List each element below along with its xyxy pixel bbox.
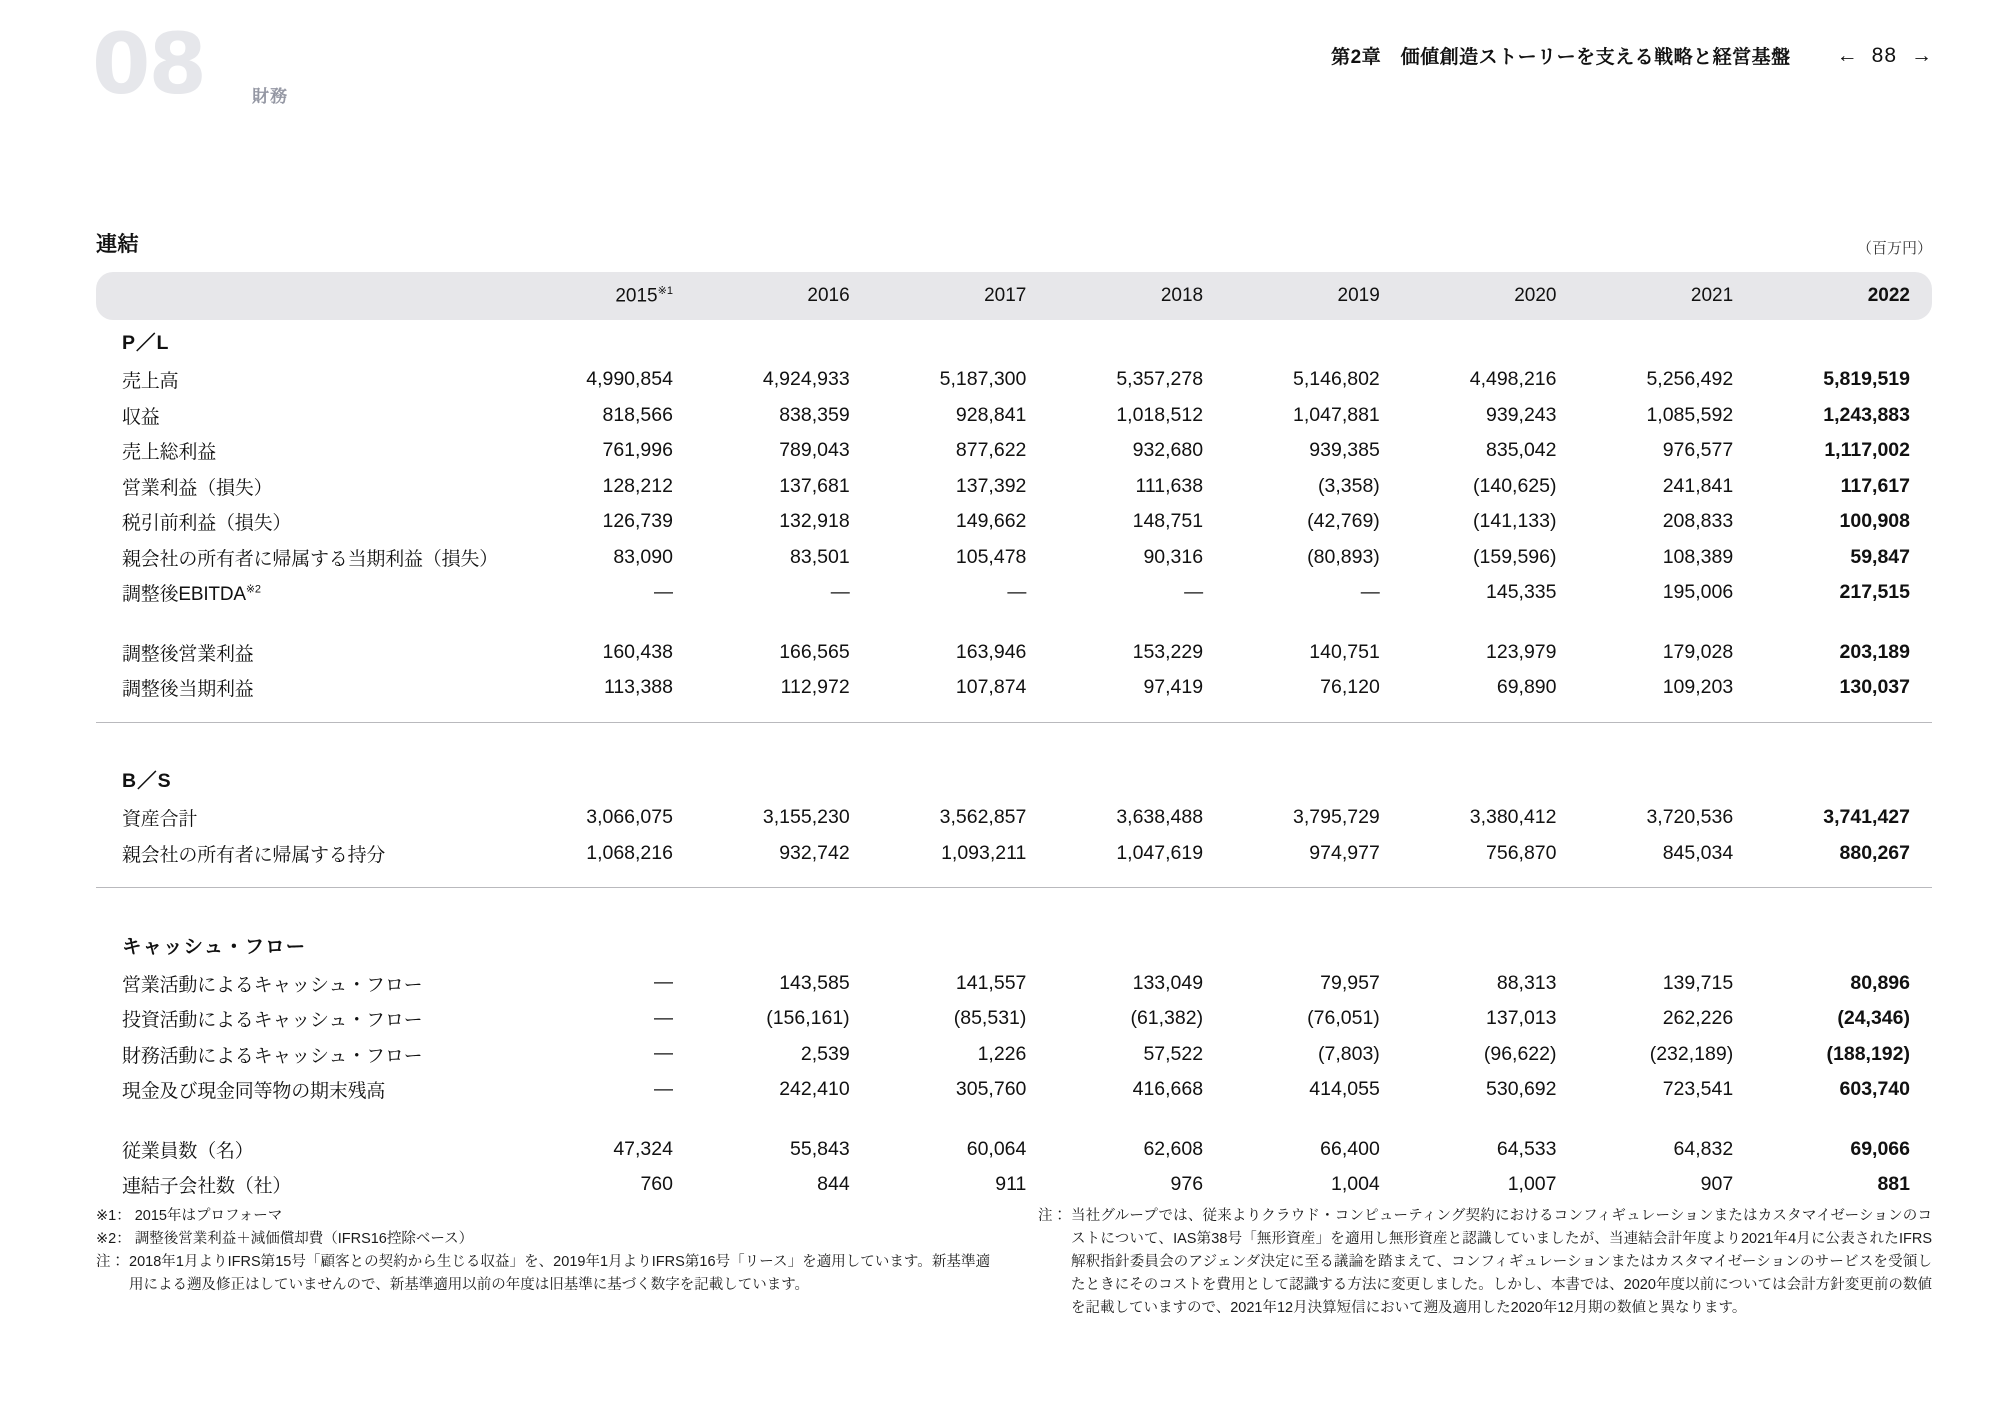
section-heading: B／S: [122, 770, 172, 792]
table-cell-2016: 132,918: [779, 510, 850, 533]
table-cell-2020: 123,979: [1486, 640, 1557, 663]
table-cell-2022: (24,346): [1837, 1007, 1910, 1030]
empty-cell: [518, 924, 695, 966]
empty-cell: [1755, 758, 1932, 800]
table-cell-2021: 976,577: [1662, 439, 1734, 462]
section-heading-row: [96, 924, 1932, 966]
table-cell-2019: 414,055: [1309, 1078, 1380, 1101]
footnote-line: [96, 1228, 990, 1251]
table-cell-2022: 59,847: [1850, 545, 1910, 568]
table-cell-2020: 939,243: [1486, 403, 1557, 426]
section-divider: [96, 888, 1932, 924]
table-cell-2017: 105,478: [955, 545, 1027, 568]
column-header-2020: 2020: [1402, 272, 1579, 320]
row-label: 売上高: [122, 371, 179, 393]
table-cell-2018: 153,229: [1132, 640, 1204, 663]
table-row: [96, 540, 1932, 576]
table-cell-2019: 1,004: [1330, 1173, 1380, 1196]
table-cell-2015: 760: [640, 1173, 673, 1196]
empty-cell: [518, 758, 695, 800]
footnote-text: 当社グループでは、従来よりクラウド・コンピューティング契約におけるコンフィギュレーションまたはカスタマイゼーションのコストについて、IAS第38号「無形資産」を適用し無形資産と認識していましたが、当連結会計年度より2021年4月に公表されたIFRS解釈指針委員会のアジェンダ決定に至る議論を踏まえて、コンフィギュレーションまたはカスタマイゼーションのサービスを受領したときにそのコストを費用として認識する方法に変更しました。しかし、本書では、2020年度以前については会計方針変更前の数値を記載していますので、2021年12月決算短信において遡及適用した2020年12月期の数値と異なります。: [1071, 1208, 1932, 1316]
table-row: [96, 836, 1932, 872]
footnote-text: 2015年はプロフォーマ: [134, 1208, 283, 1224]
table-cell-2015: —: [653, 1007, 673, 1029]
table-cell-2022: (188,192): [1826, 1042, 1910, 1065]
pager: [1837, 44, 1932, 68]
table-cell-2022: 1,117,002: [1824, 439, 1910, 462]
table-cell-2020: 145,335: [1486, 581, 1557, 604]
table-cell-2018: —: [1184, 581, 1204, 603]
table-cell-2021: 208,833: [1662, 510, 1734, 533]
table-cell-2017: 5,187,300: [939, 368, 1027, 391]
table-cell-2021: 139,715: [1662, 971, 1734, 994]
row-label: 現金及び現金同等物の期末残高: [122, 1081, 386, 1103]
table-cell-2018: 111,638: [1135, 474, 1204, 497]
table-cell-2019: 5,146,802: [1293, 368, 1380, 391]
table-cell-2016: (156,161): [766, 1007, 850, 1030]
table-cell-2021: 64,832: [1673, 1137, 1734, 1160]
table-cell-2016: 83,501: [790, 545, 850, 568]
table-cell-2018: 416,668: [1132, 1078, 1204, 1101]
table-cell-2022: 5,819,519: [1823, 368, 1910, 391]
table-cell-2015: 160,438: [602, 640, 673, 663]
spacer-cell: [96, 871, 1932, 888]
table-cell-2020: 88,313: [1496, 971, 1557, 994]
page-header: [0, 0, 2000, 140]
table-cell-2019: 3,795,729: [1293, 806, 1380, 829]
table-cell-2015: 1,068,216: [586, 841, 673, 864]
table-cell-2016: 166,565: [779, 640, 850, 663]
table-cell-2017: 911: [995, 1173, 1027, 1196]
table-cell-2019: 939,385: [1309, 439, 1380, 462]
table-cell-2021: 195,006: [1662, 581, 1734, 604]
section-heading-row: [96, 758, 1932, 800]
footnotes-right: [1038, 1205, 1932, 1320]
empty-cell: [695, 758, 872, 800]
column-header-2018: 2018: [1048, 272, 1225, 320]
table-body: [96, 320, 1932, 1203]
unit-note: （百万円）: [1856, 240, 1932, 257]
section-number-label: 財務: [252, 87, 288, 106]
table-row: [96, 966, 1932, 1002]
section-heading: P／L: [122, 332, 170, 354]
table-row: [96, 433, 1932, 469]
table-cell-2017: 60,064: [966, 1137, 1027, 1160]
table-cell-2022: 117,617: [1840, 474, 1910, 497]
table-cell-2020: 3,380,412: [1469, 806, 1557, 829]
row-label: 親会社の所有者に帰属する持分: [122, 844, 386, 866]
footnotes-left: [96, 1205, 990, 1320]
section-gap: [96, 871, 1932, 888]
table-cell-2016: 4,924,933: [762, 368, 850, 391]
table-cell-2018: 3,638,488: [1116, 806, 1204, 829]
table-cell-2018: 1,018,512: [1116, 403, 1204, 426]
column-header-label: [96, 272, 518, 320]
table-cell-2018: 97,419: [1143, 676, 1204, 699]
row-spacer: [96, 1108, 1932, 1132]
row-label: 税引前利益（損失）: [122, 513, 292, 535]
empty-cell: [1225, 758, 1402, 800]
table-cell-2021: 241,841: [1662, 474, 1734, 497]
table-cell-2015: —: [653, 1043, 673, 1065]
table-cell-2015: 113,388: [603, 676, 673, 699]
table-row: [96, 362, 1932, 398]
table-cell-2022: 217,515: [1839, 581, 1910, 604]
footnote-marker: 注：: [1038, 1208, 1067, 1224]
empty-cell: [1048, 924, 1225, 966]
table-cell-2018: 90,316: [1143, 545, 1204, 568]
table-row: [96, 670, 1932, 706]
table-header: [96, 272, 1932, 320]
column-header-2019: 2019: [1225, 272, 1402, 320]
section-heading-row: [96, 320, 1932, 362]
footnote-line: [96, 1251, 990, 1297]
table-row: [96, 398, 1932, 434]
table-cell-2016: 844: [817, 1173, 850, 1196]
financial-sheet: [96, 228, 1932, 1203]
table-cell-2017: 163,946: [955, 640, 1027, 663]
table-cell-2020: (159,596): [1473, 545, 1557, 568]
column-header-2015: 2015$^{※1}$: [518, 272, 695, 320]
row-spacer: [96, 611, 1932, 635]
table-cell-2022: 1,243,883: [1823, 403, 1910, 426]
table-cell-2020: 530,692: [1486, 1078, 1557, 1101]
footnote-marker: ※2：: [96, 1230, 131, 1247]
empty-cell: [872, 758, 1049, 800]
table-cell-2018: 976: [1170, 1173, 1204, 1196]
table-cell-2018: 148,751: [1132, 510, 1204, 533]
table-cell-2015: 818,566: [602, 403, 673, 426]
table-cell-2019: (42,769): [1307, 510, 1380, 533]
empty-cell: [1048, 320, 1225, 362]
table-cell-2016: 838,359: [779, 403, 850, 426]
table-row: [96, 800, 1932, 836]
footnote-marker: 注：: [96, 1253, 125, 1270]
row-label: 調整後当期利益: [122, 679, 254, 701]
table-cell-2017: 928,841: [955, 403, 1027, 426]
table-cell-2021: 108,389: [1662, 545, 1734, 568]
table-cell-2016: 789,043: [779, 439, 850, 462]
empty-cell: [1402, 320, 1579, 362]
next-page-icon[interactable]: →: [1911, 44, 1932, 67]
row-label: 営業活動によるキャッシュ・フロー: [122, 974, 423, 996]
table-cell-2018: 932,680: [1132, 439, 1204, 462]
section-gap: [96, 706, 1932, 723]
table-cell-2015: 4,990,854: [586, 368, 673, 391]
column-header-footnote-mark: ※1: [657, 285, 673, 298]
financial-table: [96, 272, 1932, 1203]
table-cell-2021: 3,720,536: [1646, 806, 1734, 829]
page-number: 88: [1871, 43, 1897, 67]
column-header-2021: 2021: [1579, 272, 1756, 320]
empty-cell: [695, 320, 872, 362]
table-cell-2019: (76,051): [1307, 1007, 1380, 1030]
sheet-title: 連結: [96, 233, 139, 256]
table-cell-2021: 723,541: [1662, 1078, 1734, 1101]
table-cell-2017: 107,874: [955, 676, 1027, 699]
empty-cell: [1048, 758, 1225, 800]
empty-cell: [1579, 924, 1756, 966]
empty-cell: [1402, 758, 1579, 800]
row-label: 営業利益（損失）: [122, 477, 273, 499]
footnote-text: 調整後営業利益＋減価償却費（IFRS16控除ベース）: [134, 1230, 474, 1247]
empty-cell: [1579, 758, 1756, 800]
row-label: 収益: [122, 406, 160, 428]
footnote-text: 2018年1月よりIFRS第15号「顧客との契約から生じる収益」を、2019年1月よりIFRS第16号「リース」を適用しています。新基準適用による遡及修正はしていませんので、新基準適用以前の年度は旧基準に基づく数字を記載しています。: [129, 1253, 990, 1293]
table-cell-2021: 1,085,592: [1646, 403, 1734, 426]
footnote-marker: ※1：: [96, 1208, 131, 1224]
table-cell-2015: 47,324: [613, 1137, 673, 1160]
table-row: [96, 575, 1932, 611]
row-label: 従業員数（名）: [122, 1140, 254, 1162]
table-cell-2020: (141,133): [1473, 510, 1557, 533]
table-cell-2018: 1,047,619: [1116, 841, 1204, 864]
row-label: 資産合計: [122, 809, 198, 831]
table-cell-2015: —: [653, 581, 673, 603]
table-cell-2022: 69,066: [1850, 1137, 1910, 1160]
footnote-line: [96, 1205, 990, 1228]
table-cell-2017: 1,226: [977, 1042, 1027, 1065]
table-cell-2016: 55,843: [790, 1137, 850, 1160]
section-divider: [96, 722, 1932, 758]
table-row: [96, 1132, 1932, 1168]
table-cell-2016: 242,410: [779, 1078, 850, 1101]
table-cell-2021: 179,028: [1662, 640, 1734, 663]
row-label: 調整後EBITDA$^{※2}$: [122, 583, 261, 606]
table-row: [96, 469, 1932, 505]
table-cell-2019: 66,400: [1320, 1137, 1380, 1160]
table-cell-2021: 907: [1700, 1173, 1734, 1196]
table-cell-2017: 149,662: [955, 510, 1027, 533]
table-cell-2017: 141,557: [955, 971, 1027, 994]
table-cell-2021: 5,256,492: [1646, 368, 1734, 391]
table-cell-2015: —: [653, 1078, 673, 1100]
table-cell-2021: 845,034: [1662, 841, 1734, 864]
table-cell-2018: 5,357,278: [1116, 368, 1204, 391]
row-label: 連結子会社数（社）: [122, 1176, 292, 1198]
table-cell-2019: —: [1360, 581, 1380, 603]
table-row: [96, 1001, 1932, 1037]
table-cell-2016: —: [830, 581, 850, 603]
section-heading: キャッシュ・フロー: [122, 935, 307, 958]
table-row: [96, 1167, 1932, 1203]
footnotes: [96, 1205, 1932, 1320]
table-cell-2021: 262,226: [1662, 1007, 1734, 1030]
table-cell-2016: 3,155,230: [762, 806, 850, 829]
row-label: 調整後営業利益: [122, 643, 254, 665]
table-cell-2016: 2,539: [800, 1042, 850, 1065]
table-cell-2020: 4,498,216: [1469, 368, 1557, 391]
table-cell-2018: 57,522: [1143, 1042, 1204, 1065]
empty-cell: [1579, 320, 1756, 362]
table-cell-2015: 761,996: [602, 439, 673, 462]
table-cell-2018: 62,608: [1143, 1137, 1204, 1160]
table-cell-2019: 76,120: [1320, 676, 1380, 699]
table-cell-2022: 881: [1877, 1173, 1910, 1196]
table-cell-2019: (80,893): [1307, 545, 1380, 568]
spacer-cell: [96, 706, 1932, 723]
table-row: [96, 1037, 1932, 1073]
row-label: 親会社の所有者に帰属する当期利益（損失）: [122, 548, 499, 570]
table-cell-2022: 880,267: [1839, 841, 1910, 864]
header-right-group: [1331, 42, 1932, 69]
table-cell-2017: —: [1007, 581, 1027, 603]
empty-cell: [695, 924, 872, 966]
column-header-2022: 2022: [1755, 272, 1932, 320]
table-cell-2019: 974,977: [1309, 841, 1380, 864]
table-row: [96, 1072, 1932, 1108]
table-cell-2017: 137,392: [955, 474, 1027, 497]
table-cell-2016: 137,681: [779, 474, 850, 497]
table-cell-2017: 877,622: [955, 439, 1027, 462]
table-cell-2020: 1,007: [1507, 1173, 1557, 1196]
table-header-row: [96, 272, 1932, 320]
table-cell-2015: 128,212: [602, 474, 673, 497]
table-row: [96, 504, 1932, 540]
table-cell-2016: 932,742: [779, 841, 850, 864]
spacer-cell: [96, 1108, 1932, 1132]
empty-cell: [1225, 320, 1402, 362]
table-cell-2020: (96,622): [1483, 1042, 1557, 1065]
table-cell-2020: 69,890: [1496, 676, 1557, 699]
empty-cell: [872, 924, 1049, 966]
table-cell-2019: (3,358): [1318, 474, 1380, 497]
empty-cell: [1755, 320, 1932, 362]
table-cell-2020: 835,042: [1486, 439, 1557, 462]
table-cell-2015: 126,739: [602, 510, 673, 533]
spacer-cell: [96, 611, 1932, 635]
footnote-line: [1038, 1205, 1932, 1320]
table-cell-2019: (7,803): [1318, 1042, 1380, 1065]
table-cell-2015: 83,090: [613, 545, 673, 568]
table-cell-2018: (61,382): [1130, 1007, 1204, 1030]
prev-page-icon[interactable]: ←: [1836, 44, 1858, 67]
chapter-breadcrumb: 第2章 価値創造ストーリーを支える戦略と経営基盤: [1331, 47, 1791, 68]
empty-cell: [1755, 924, 1932, 966]
table-cell-2017: 1,093,211: [941, 841, 1027, 864]
empty-cell: [518, 320, 695, 362]
table-cell-2017: (85,531): [953, 1007, 1027, 1030]
table-cell-2021: (232,189): [1649, 1042, 1734, 1065]
spacer-cell: [96, 722, 1932, 758]
table-cell-2019: 1,047,881: [1293, 403, 1380, 426]
row-label: 売上総利益: [122, 442, 217, 464]
table-cell-2022: 130,037: [1839, 676, 1910, 699]
row-label: 投資活動によるキャッシュ・フロー: [122, 1010, 423, 1032]
table-cell-2020: 137,013: [1486, 1007, 1557, 1030]
table-cell-2022: 3,741,427: [1823, 806, 1910, 829]
table-cell-2018: 133,049: [1132, 971, 1204, 994]
sheet-caption-row: [96, 228, 1932, 258]
table-cell-2016: 143,585: [779, 971, 850, 994]
empty-cell: [1225, 924, 1402, 966]
table-cell-2015: —: [653, 972, 673, 994]
spacer-cell: [96, 888, 1932, 924]
table-cell-2022: 603,740: [1839, 1078, 1910, 1101]
table-cell-2020: (140,625): [1473, 474, 1557, 497]
row-footnote-mark: ※2: [245, 583, 261, 596]
table-row: [96, 635, 1932, 671]
table-cell-2022: 80,896: [1850, 971, 1910, 994]
column-header-2017: 2017: [872, 272, 1049, 320]
table-cell-2021: 109,203: [1662, 676, 1734, 699]
table-cell-2017: 3,562,857: [939, 806, 1027, 829]
table-cell-2020: 64,533: [1496, 1137, 1557, 1160]
table-cell-2019: 140,751: [1309, 640, 1380, 663]
table-cell-2015: 3,066,075: [586, 806, 673, 829]
empty-cell: [872, 320, 1049, 362]
table-cell-2017: 305,760: [955, 1078, 1027, 1101]
table-cell-2022: 203,189: [1839, 640, 1910, 663]
section-number: 08: [92, 15, 205, 113]
empty-cell: [1402, 924, 1579, 966]
column-header-2016: 2016: [695, 272, 872, 320]
table-cell-2020: 756,870: [1486, 841, 1557, 864]
table-cell-2019: 79,957: [1320, 971, 1380, 994]
table-cell-2022: 100,908: [1839, 510, 1910, 533]
table-cell-2016: 112,972: [780, 676, 850, 699]
row-label: 財務活動によるキャッシュ・フロー: [122, 1045, 423, 1067]
